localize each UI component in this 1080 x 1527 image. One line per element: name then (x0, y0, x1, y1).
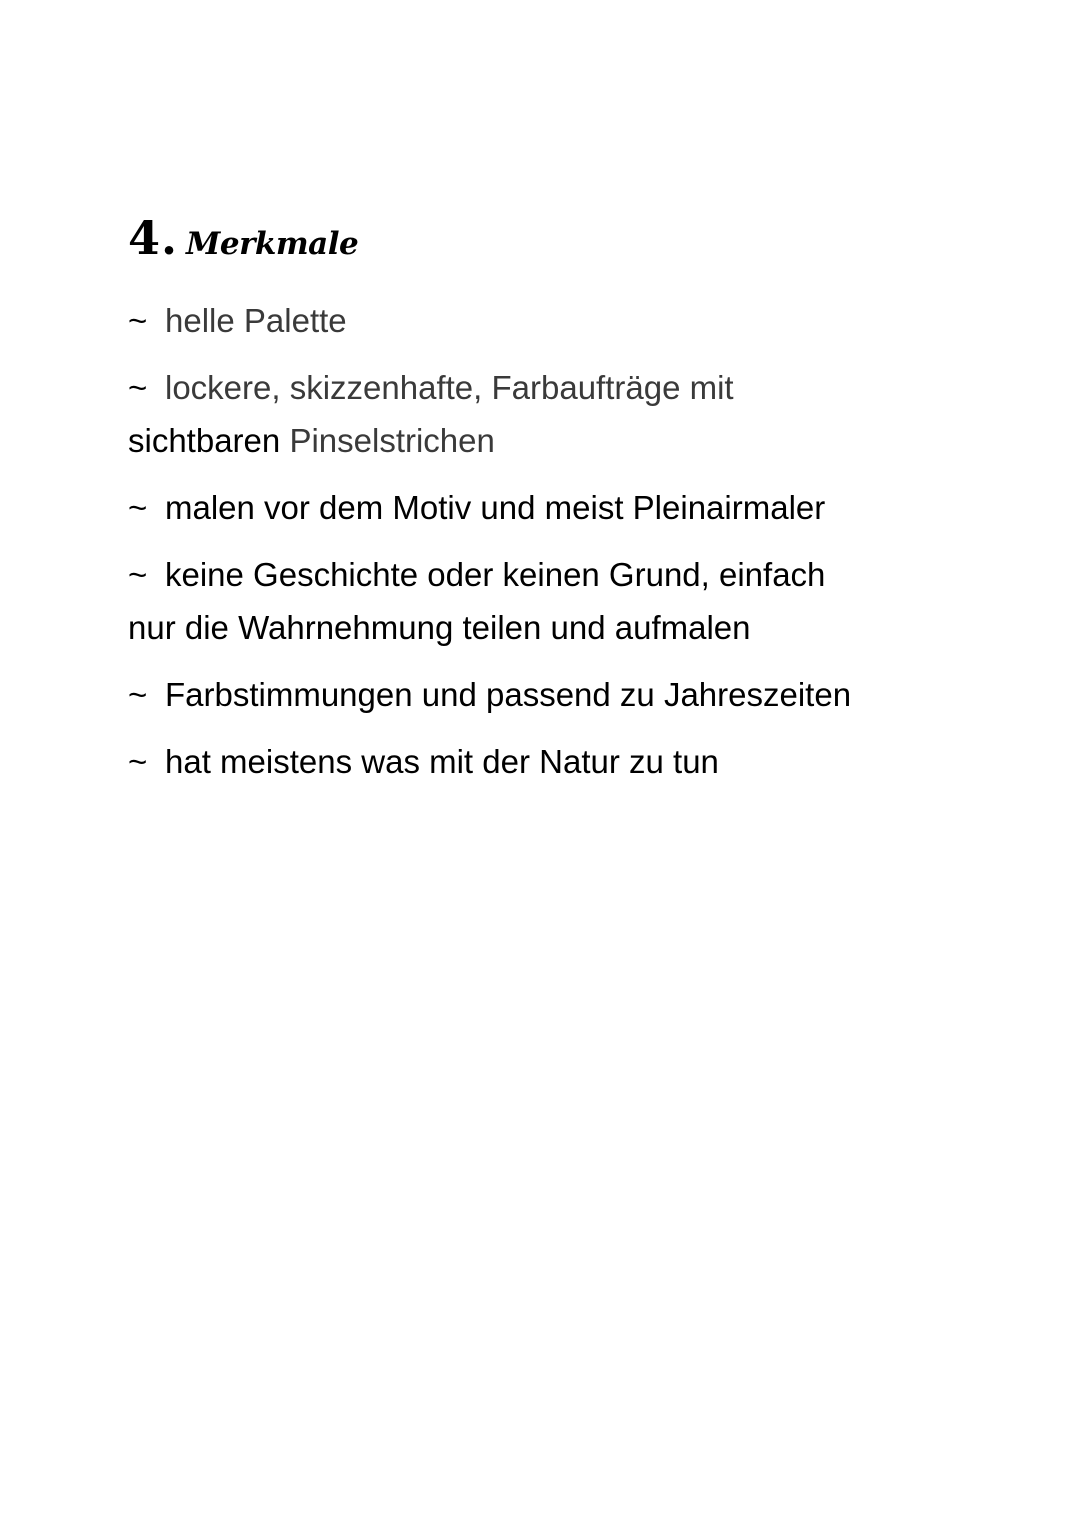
tilde-bullet: ~ (128, 302, 148, 339)
list-item (128, 735, 928, 788)
list-item-text: lockere, skizzenhafte, Farbaufträge mit (165, 369, 734, 406)
list-item (128, 548, 928, 654)
list-item (128, 294, 928, 347)
list-item (128, 481, 928, 534)
tilde-bullet: ~ (128, 489, 148, 526)
list-item-text: Pinselstrichen (289, 422, 495, 459)
list-item-text: nur die Wahrnehmung teilen und aufmalen (128, 609, 751, 646)
list-item (128, 361, 928, 467)
section-number: 4. (128, 211, 179, 265)
list-item-text: helle Palette (165, 302, 347, 339)
list-item-text: hat meistens was mit der Natur zu tun (165, 743, 719, 780)
tilde-bullet: ~ (128, 369, 148, 406)
section-heading (128, 208, 358, 268)
tilde-bullet: ~ (128, 676, 148, 713)
tilde-bullet: ~ (128, 743, 148, 780)
list-item-text: Farbstimmungen und passend zu Jahreszeiten (165, 676, 852, 713)
section-title: Merkmale (186, 226, 359, 262)
list-item-text: keine Geschichte oder keinen Grund, einfach (165, 556, 826, 593)
tilde-bullet: ~ (128, 556, 148, 593)
list-item-text: malen vor dem Motiv und meist Pleinairmaler (165, 489, 826, 526)
list-item (128, 668, 928, 721)
list-item-text: sichtbaren (128, 422, 281, 459)
